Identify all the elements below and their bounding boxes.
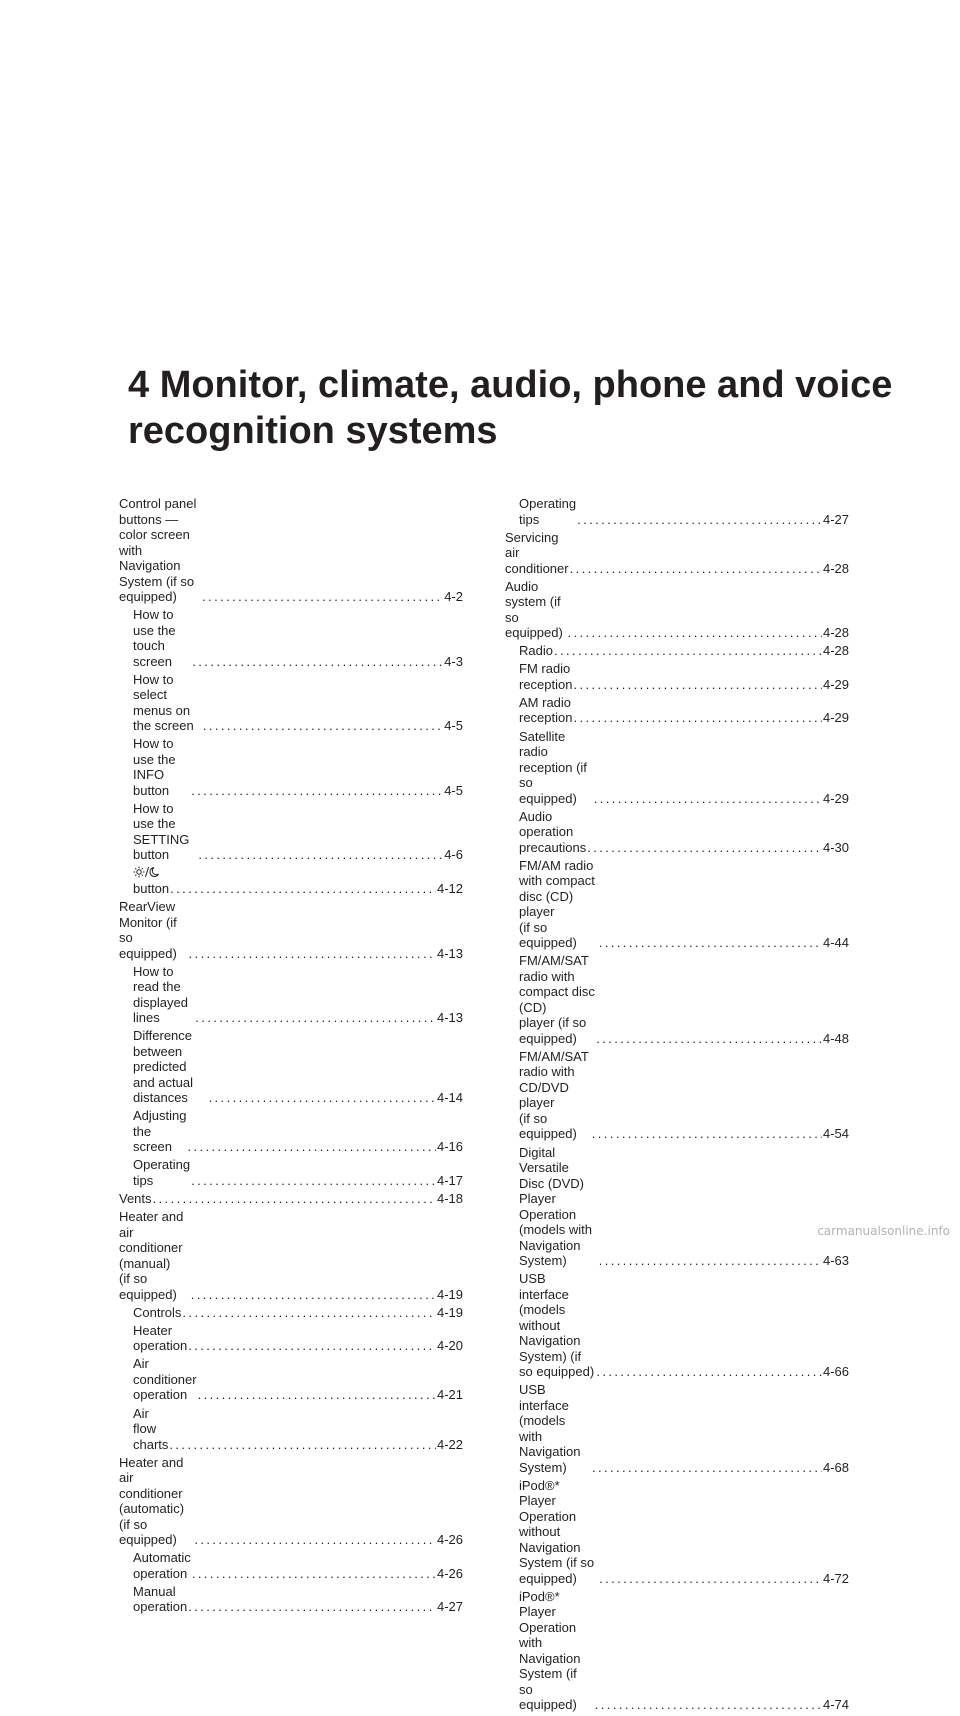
toc-entry[interactable] xyxy=(505,1049,849,1142)
toc-entry-title xyxy=(133,672,202,734)
dot-leader xyxy=(209,1090,436,1106)
toc-entry[interactable] xyxy=(505,858,849,951)
toc-entry-label: RearView Monitor (if so equipped) xyxy=(119,899,177,961)
toc-page-number: 4-74 xyxy=(822,1697,849,1713)
toc-page-number: 4-14 xyxy=(436,1090,463,1106)
dot-leader xyxy=(191,1173,436,1189)
toc-entry-title xyxy=(133,607,191,669)
dot-leader xyxy=(203,718,443,734)
toc-entry-label: Vents xyxy=(119,1191,152,1207)
dot-leader xyxy=(170,881,436,897)
toc-entry[interactable] xyxy=(119,1323,463,1354)
dot-leader xyxy=(182,1305,436,1321)
toc-page-number: 4-30 xyxy=(822,839,849,855)
toc-page-number: 4-28 xyxy=(822,560,849,576)
toc-page-number: 4-16 xyxy=(436,1139,463,1155)
dot-leader xyxy=(554,643,822,659)
toc-entry[interactable] xyxy=(119,1191,463,1207)
toc-entry-label: FM/AM/SAT radio with compact disc (CD) player (if so equipped) xyxy=(519,953,595,1046)
toc-entry-label: FM/AM radio with compact disc (CD) player (if so equipped) xyxy=(519,857,595,951)
toc-entry-title xyxy=(519,496,576,527)
toc-entry[interactable] xyxy=(505,643,849,659)
toc-entry-label: FM radio reception xyxy=(519,661,573,692)
toc-page-number: 4-29 xyxy=(822,790,849,806)
dot-leader xyxy=(191,783,443,799)
toc-entry-title xyxy=(519,1478,598,1587)
toc-entry-title xyxy=(519,809,586,856)
toc-page-number: 4-63 xyxy=(822,1253,849,1269)
dot-leader xyxy=(188,946,435,962)
dot-leader xyxy=(599,1571,822,1587)
toc-entry[interactable] xyxy=(119,496,463,605)
toc-entry[interactable] xyxy=(119,865,463,896)
toc-page-number: 4-28 xyxy=(822,625,849,641)
toc-page-number: 4-19 xyxy=(436,1304,463,1320)
toc-entry-label: Manual operation xyxy=(133,1583,188,1615)
toc-entry[interactable] xyxy=(505,809,849,856)
toc-entry-label: Radio xyxy=(519,643,553,659)
dot-leader xyxy=(592,1460,822,1476)
toc-entry-title xyxy=(519,1382,591,1475)
toc-entry[interactable] xyxy=(119,736,463,798)
toc-page-number: 4-20 xyxy=(436,1338,463,1354)
toc-page-number: 4-22 xyxy=(436,1436,463,1452)
toc-entry[interactable] xyxy=(119,1305,463,1321)
dot-leader xyxy=(192,1566,436,1582)
toc-entry-title xyxy=(519,1145,598,1269)
toc-entry[interactable] xyxy=(505,1271,849,1380)
toc-page-number: 4-21 xyxy=(436,1387,463,1403)
toc-entry[interactable] xyxy=(119,672,463,734)
toc-entry-title xyxy=(505,579,566,641)
dot-leader xyxy=(567,625,822,641)
toc-entry[interactable] xyxy=(505,661,849,692)
toc-entry-title xyxy=(119,496,201,605)
toc-page-number: 4-17 xyxy=(436,1172,463,1188)
toc-entry-title xyxy=(133,1108,186,1155)
toc-entry-title xyxy=(519,1271,595,1380)
dot-leader xyxy=(587,840,822,856)
dot-leader xyxy=(188,1599,436,1615)
toc-entry-title xyxy=(133,1305,181,1321)
toc-entry-label: USB interface (models without Navigation System) (if so equipped) xyxy=(519,1271,595,1380)
toc-page-number: 4-27 xyxy=(436,1599,463,1615)
dot-leader xyxy=(592,1126,822,1142)
toc-entry-label: Digital Versatile Disc (DVD) Player Operation (models with Navigation System) xyxy=(519,1144,592,1269)
dot-leader xyxy=(599,1253,822,1269)
toc-entry-label: Audio system (if so equipped) xyxy=(505,578,563,641)
toc-entry-title xyxy=(133,964,194,1026)
toc-entry-title xyxy=(133,1406,168,1453)
toc-page-number: 4-26 xyxy=(436,1532,463,1548)
toc-entry[interactable] xyxy=(119,1108,463,1155)
toc-entry-title xyxy=(133,1550,191,1581)
toc-entry[interactable] xyxy=(505,530,849,577)
toc-entry-label: How to use the SETTING button xyxy=(133,800,190,863)
toc-entry[interactable] xyxy=(119,964,463,1026)
dot-leader xyxy=(191,1287,436,1303)
toc-page-number: 4-3 xyxy=(444,653,463,669)
toc-entry[interactable] xyxy=(505,729,849,807)
toc-entry-title xyxy=(519,953,595,1046)
toc-entry-title xyxy=(133,865,169,896)
toc-entry[interactable] xyxy=(505,1145,849,1269)
toc-page-number: 4-5 xyxy=(444,782,463,798)
toc-entry[interactable] xyxy=(119,1209,463,1302)
toc-entry-label: How to select menus on the screen xyxy=(133,671,194,734)
toc-page-number: 4-29 xyxy=(822,710,849,726)
toc-page-number: 4-26 xyxy=(436,1565,463,1581)
toc-entry-label: AM radio reception xyxy=(519,694,573,726)
toc-page-number: 4-54 xyxy=(822,1126,849,1142)
toc-entry-title xyxy=(519,729,593,807)
toc-entry-title xyxy=(519,1589,594,1713)
toc-entry[interactable] xyxy=(505,496,849,527)
dot-leader xyxy=(192,654,443,670)
toc-page-number: 4-13 xyxy=(436,945,463,961)
toc-page-number: 4-66 xyxy=(822,1364,849,1380)
toc-right-column xyxy=(505,496,849,1716)
toc-entry[interactable] xyxy=(505,579,849,641)
toc-entry[interactable] xyxy=(119,1028,463,1106)
toc-entry-label: How to use the touch screen xyxy=(133,607,176,669)
toc-page-number: 4-29 xyxy=(822,676,849,692)
toc-entry-label: Controls xyxy=(133,1304,182,1320)
toc-page-number: 4-28 xyxy=(822,643,849,659)
toc-page-number: 4-18 xyxy=(436,1191,463,1207)
toc-entry-title xyxy=(133,1323,187,1354)
toc-entry[interactable] xyxy=(119,801,463,863)
toc-entry-label: USB interface (models with Navigation System) xyxy=(519,1382,581,1475)
dot-leader xyxy=(202,589,443,605)
toc-entry-title xyxy=(119,1455,193,1548)
toc-entry-label: Operating tips xyxy=(519,496,577,527)
dot-leader xyxy=(198,1387,436,1403)
toc-entry-label: FM/AM/SAT radio with CD/DVD player (if so equipped) xyxy=(519,1048,589,1142)
toc-entry-title xyxy=(119,899,187,961)
toc-entry[interactable] xyxy=(505,953,849,1046)
toc-entry-label: Automatic operation xyxy=(133,1550,191,1581)
toc-entry[interactable] xyxy=(119,607,463,669)
toc-entry-label: Audio operation precautions xyxy=(519,808,587,855)
dot-leader xyxy=(577,512,822,528)
toc-page-number: 4-27 xyxy=(822,511,849,527)
toc-page-number: 4-6 xyxy=(444,847,463,863)
dot-leader xyxy=(599,935,822,951)
dot-leader xyxy=(194,1532,436,1548)
dot-leader xyxy=(188,1338,436,1354)
dot-leader xyxy=(198,847,443,863)
toc-entry-title xyxy=(519,643,553,659)
toc-entry-label: Adjusting the screen xyxy=(133,1108,187,1155)
dot-leader xyxy=(596,1031,822,1047)
toc-entry[interactable] xyxy=(505,1382,849,1475)
toc-entry-label: Operating tips xyxy=(133,1157,191,1188)
toc-entry[interactable] xyxy=(119,1406,463,1453)
toc-entry[interactable] xyxy=(119,1157,463,1188)
toc-entry-title xyxy=(519,1049,591,1142)
toc-entry-label: Heater operation xyxy=(133,1322,188,1354)
toc-entry-label: Control panel buttons — color screen with Navigation System (if so equipped) xyxy=(119,496,197,604)
dot-leader xyxy=(187,1139,435,1155)
toc-entry-label: Air conditioner operation xyxy=(133,1356,197,1403)
toc-entry-label: Air flow charts xyxy=(133,1405,169,1452)
toc-page-number: 4-2 xyxy=(444,589,463,604)
dot-leader xyxy=(594,791,822,807)
dot-leader xyxy=(169,1437,436,1453)
toc-entry-title xyxy=(119,1209,190,1302)
toc-entry-title xyxy=(505,530,569,577)
toc-entry[interactable] xyxy=(119,1356,463,1403)
toc-entry[interactable] xyxy=(119,1550,463,1581)
brightness-day-night-icon xyxy=(133,866,161,878)
toc-entry-label: How to read the displayed lines xyxy=(133,963,188,1026)
toc-page-number: 4-68 xyxy=(822,1459,849,1475)
toc-left-column xyxy=(119,496,463,1617)
toc-entry-title xyxy=(519,661,572,692)
toc-entry[interactable] xyxy=(505,1478,849,1587)
dot-leader xyxy=(195,1010,436,1026)
dot-leader xyxy=(570,561,822,577)
dot-leader xyxy=(573,710,821,726)
toc-page-number: 4-5 xyxy=(444,718,463,734)
toc-entry[interactable] xyxy=(119,1455,463,1548)
chapter-title: 4 Monitor, climate, audio, phone and voice recognition systems xyxy=(128,364,893,452)
toc-entry-label: How to use the INFO button xyxy=(133,736,176,798)
toc-entry-label: iPod®* Player Operation with Navigation System (if so equipped) xyxy=(519,1588,581,1713)
toc-entry-label: Heater and air conditioner (manual) (if so equipped) xyxy=(119,1209,184,1302)
toc-entry-title xyxy=(133,1157,190,1188)
dot-leader xyxy=(153,1191,436,1207)
toc-page-number: 4-12 xyxy=(436,880,463,896)
toc-page-number: 4-19 xyxy=(436,1286,463,1302)
toc-page-number: 4-48 xyxy=(822,1030,849,1046)
toc-entry-title xyxy=(133,1584,187,1615)
toc-entry-label: button xyxy=(133,880,170,896)
toc-entry-title xyxy=(519,695,572,726)
toc-entry-label: Difference between predicted and actual distances xyxy=(133,1028,193,1106)
toc-entry[interactable] xyxy=(505,1589,849,1713)
toc-entry[interactable] xyxy=(119,899,463,961)
toc-page-number: 4-44 xyxy=(822,935,849,951)
dot-leader xyxy=(596,1364,822,1380)
toc-entry-title xyxy=(133,801,197,863)
toc-entry-label: Heater and air conditioner (automatic) (if so equipped) xyxy=(119,1454,185,1548)
toc-entry-label: iPod®* Player Operation without Navigation System (if so equipped) xyxy=(519,1477,595,1586)
toc-entry-title xyxy=(133,736,190,798)
toc-entry-title xyxy=(119,1191,152,1207)
toc-entry[interactable] xyxy=(119,1584,463,1615)
toc-entry-label: Servicing air conditioner xyxy=(505,529,569,576)
toc-entry[interactable] xyxy=(505,695,849,726)
toc-entry-title xyxy=(519,858,598,951)
toc-entry-label: Satellite radio reception (if so equipped) xyxy=(519,728,587,806)
footer-watermark: carmanualsonline.info xyxy=(817,1224,950,1238)
toc-entry-title xyxy=(133,1356,197,1403)
toc-entry-title xyxy=(133,1028,208,1106)
toc-page-number: 4-72 xyxy=(822,1570,849,1586)
toc-page-number: 4-13 xyxy=(436,1010,463,1026)
dot-leader xyxy=(573,677,821,693)
dot-leader xyxy=(595,1697,822,1713)
